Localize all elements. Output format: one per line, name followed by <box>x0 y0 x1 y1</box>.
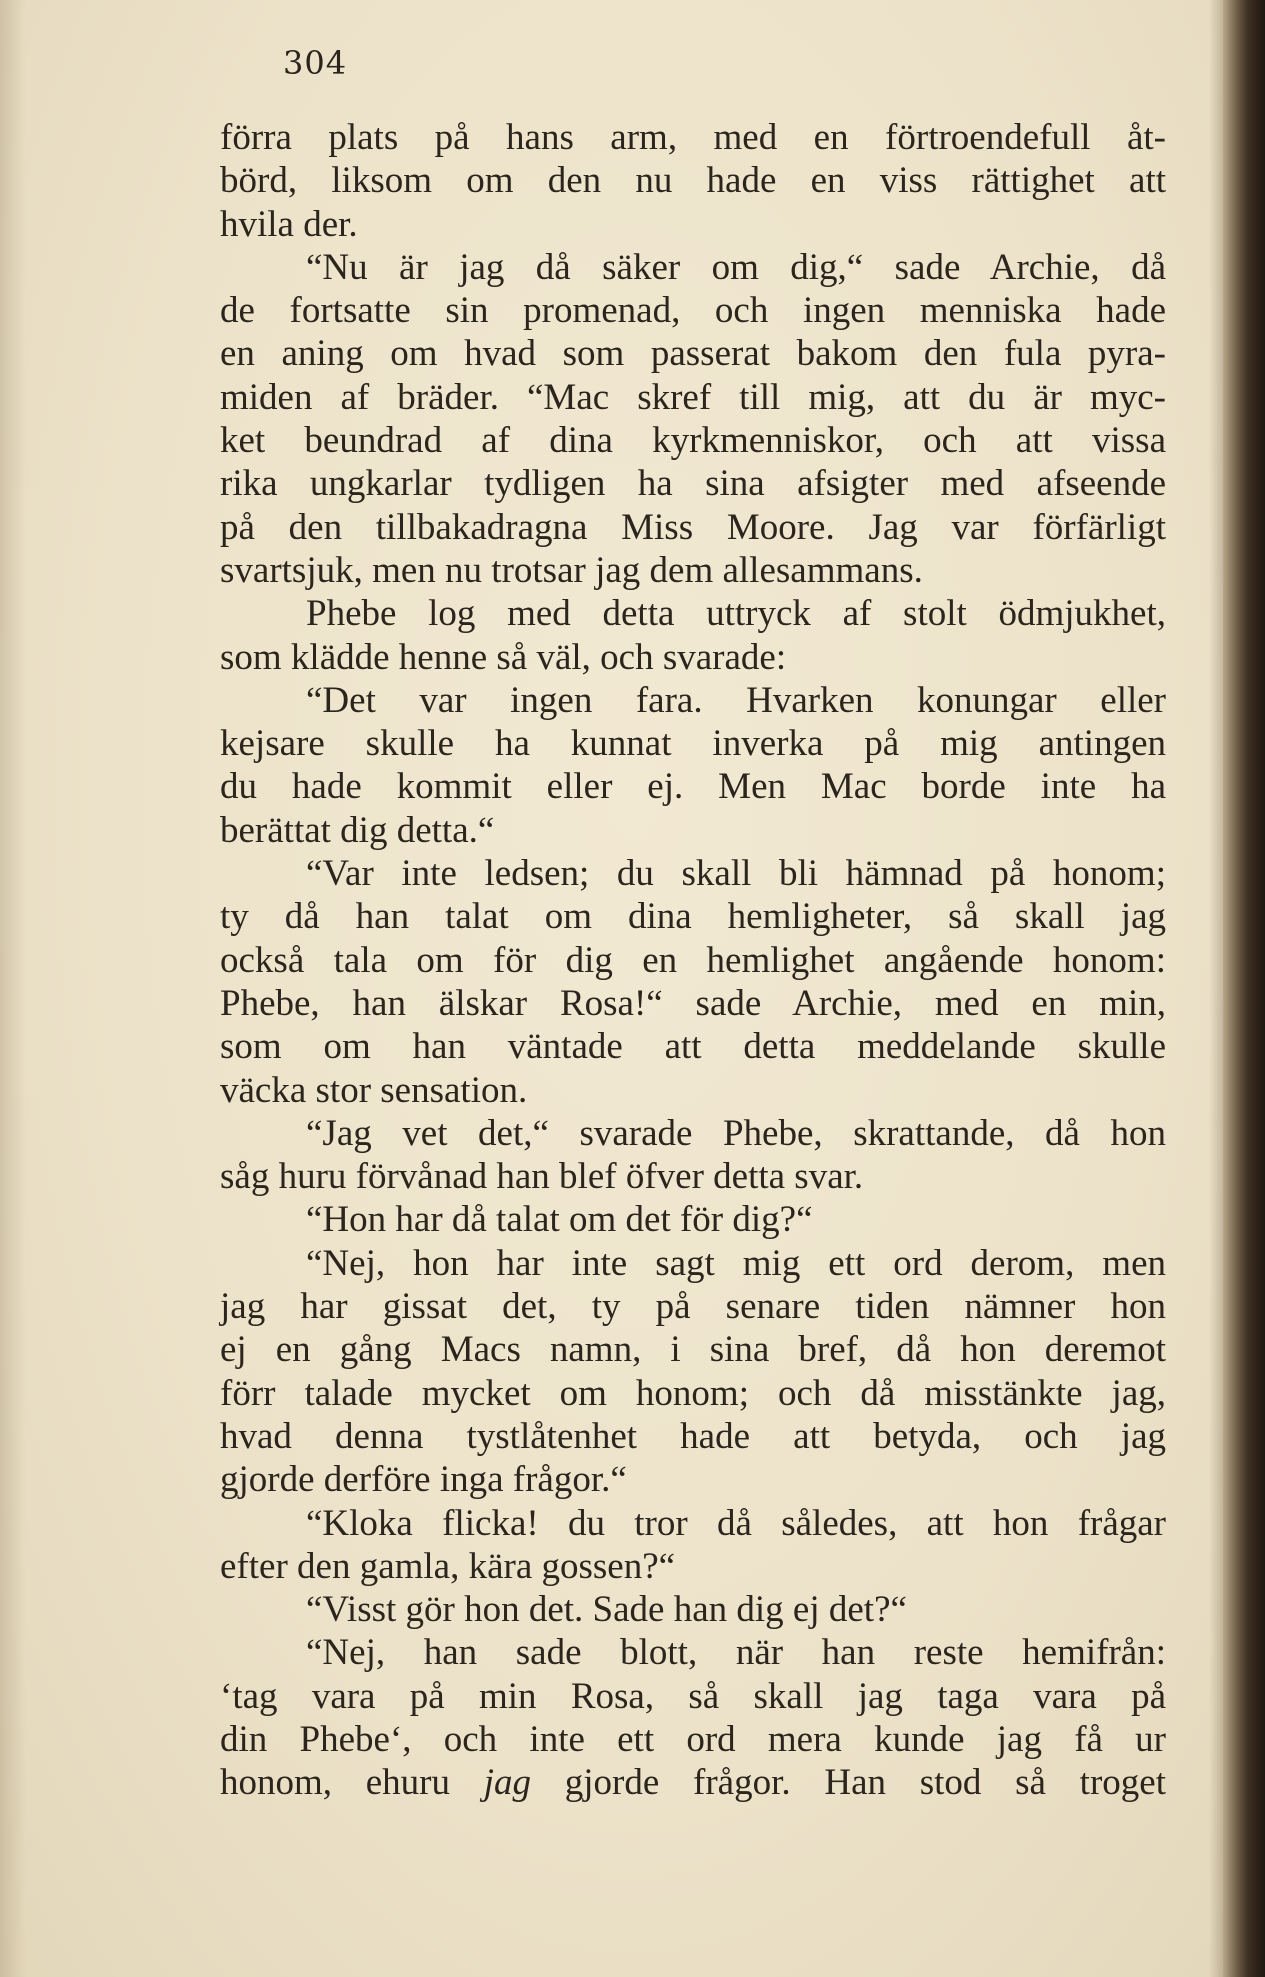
page-number: 304 <box>283 44 348 82</box>
text-line: “Hon har då talat om det för dig?“ <box>306 1199 813 1241</box>
text-line: gjorde derföre inga frågor.“ <box>220 1459 627 1501</box>
text-line: jag har gissat det, ty på senare tiden nämner hon <box>220 1286 1166 1328</box>
text-line: Phebe, han älskar Rosa!“ sade Archie, med en min, <box>220 982 1166 1024</box>
text-line: “Nej, han sade blott, när han reste hemifrån: <box>306 1632 1166 1674</box>
text-line: “Det var ingen fara. Hvarken konungar eller <box>306 679 1166 721</box>
text-line: såg huru förvånad han blef öfver detta svar. <box>220 1156 864 1198</box>
text-line: du hade kommit eller ej. Men Mac borde inte ha <box>220 766 1166 808</box>
text-line: en aning om hvad som passerat bakom den fula pyra- <box>220 333 1166 375</box>
text-line: svartsjuk, men nu trotsar jag dem allesammans. <box>220 549 923 591</box>
text-line: rika ungkarlar tydligen ha sina afsigter med afseende <box>220 463 1166 505</box>
text-line: också tala om för dig en hemlighet angående honom: <box>220 939 1166 981</box>
text-line: hvad denna tystlåtenhet hade att betyda, och jag <box>220 1415 1166 1457</box>
text-line: Phebe log med detta uttryck af stolt ödmjukhet, <box>306 593 1166 635</box>
text-line: börd, liksom om den nu hade en viss rättighet att <box>220 160 1166 202</box>
binding-shadow <box>1209 0 1223 1977</box>
body-text <box>220 116 1166 1805</box>
text-line: som om han väntade att detta meddelande skulle <box>220 1026 1166 1068</box>
emphasized-word: jag <box>483 1762 532 1804</box>
text-line: “Jag vet det,“ svarade Phebe, skrattande, då hon <box>306 1112 1166 1154</box>
text-segment: honom, ehuru <box>220 1762 484 1804</box>
text-line: ty då han talat om dina hemligheter, så skall jag <box>220 896 1166 938</box>
text-line: väcka stor sensation. <box>220 1069 528 1111</box>
text-line: hvila der. <box>220 203 358 245</box>
text-line: de fortsatte sin promenad, och ingen menniska hade <box>220 290 1166 332</box>
text-line: ‘tag vara på min Rosa, så skall jag taga vara på <box>220 1675 1166 1717</box>
text-line: förr talade mycket om honom; och då misstänkte jag, <box>220 1372 1166 1414</box>
text-line <box>220 1761 1166 1804</box>
text-line: miden af bräder. “Mac skref till mig, att du är myc- <box>220 376 1166 418</box>
page-shadow-left <box>0 0 26 1977</box>
text-line: din Phebe‘, och inte ett ord mera kunde jag få ur <box>220 1718 1166 1760</box>
text-line: “Nej, hon har inte sagt mig ett ord derom, men <box>306 1242 1166 1284</box>
text-line: på den tillbakadragna Miss Moore. Jag var förfärligt <box>220 506 1166 548</box>
text-line: förra plats på hans arm, med en förtroendefull åt- <box>220 117 1166 158</box>
text-line: som klädde henne så väl, och svarade: <box>220 636 787 678</box>
text-line: “Kloka flicka! du tror då således, att hon frågar <box>306 1502 1166 1544</box>
text-line: ej en gång Macs namn, i sina bref, då hon deremot <box>220 1329 1166 1371</box>
text-line: “Var inte ledsen; du skall bli hämnad på honom; <box>306 853 1166 895</box>
text-line: efter den gamla, kära gossen?“ <box>220 1545 676 1587</box>
text-line: ket beundrad af dina kyrkmenniskor, och att vissa <box>220 420 1166 462</box>
text-line: berättat dig detta.“ <box>220 809 495 851</box>
text-line: “Visst gör hon det. Sade han dig ej det?“ <box>306 1589 907 1631</box>
book-binding-edge <box>1223 0 1265 1977</box>
text-segment: gjorde frågor. Han stod så troget <box>531 1762 1166 1804</box>
text-line: “Nu är jag då säker om dig,“ sade Archie, då <box>306 246 1166 288</box>
text-line: kejsare skulle ha kunnat inverka på mig antingen <box>220 723 1166 765</box>
